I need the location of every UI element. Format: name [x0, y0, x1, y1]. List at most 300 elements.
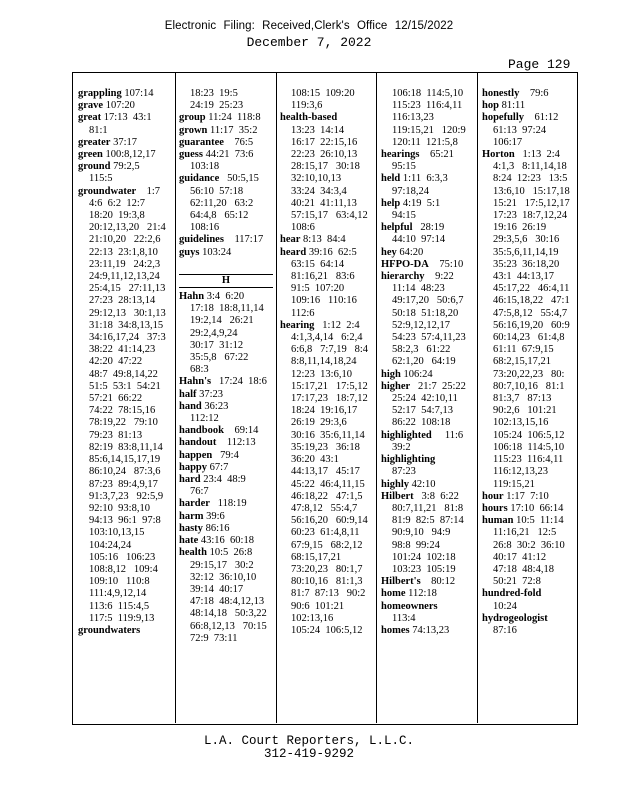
- index-entry: [179, 389, 273, 401]
- index-term: happy: [179, 461, 208, 473]
- index-entry-continuation: [280, 173, 373, 185]
- index-entry-continuation: [179, 303, 273, 315]
- page-line-refs: 65:21: [422, 149, 454, 161]
- index-term: homes: [381, 624, 410, 636]
- index-term: held: [381, 173, 401, 185]
- index-entry: [78, 625, 172, 637]
- page-line-refs: 4:1,3,4,14 6:2,4: [291, 332, 363, 344]
- page-line-refs: 102:13,16: [291, 612, 334, 624]
- index-entry-continuation: [381, 210, 474, 222]
- index-term: ground: [78, 161, 111, 173]
- page-line-refs: 73:20,22,23 80:: [493, 368, 565, 380]
- index-entry-continuation: [482, 332, 575, 344]
- index-entry-continuation: [280, 479, 373, 491]
- page-line-refs: 108:8,12 109:4: [89, 563, 158, 575]
- index-term: harm: [179, 510, 204, 522]
- index-entry-continuation: [179, 315, 273, 327]
- index-term: grappling: [78, 88, 122, 99]
- index-term: human: [482, 515, 514, 527]
- page-line-refs: 105:24 106:5,12: [493, 429, 565, 441]
- index-entry-continuation: [381, 613, 474, 625]
- index-term: grave: [78, 100, 104, 112]
- index-term: home: [381, 588, 406, 600]
- page-line-refs: 79:6: [521, 88, 549, 99]
- index-entry: [179, 137, 273, 149]
- column-divider: [477, 73, 478, 723]
- index-entry-continuation: [482, 405, 575, 417]
- index-entry-continuation: [78, 576, 172, 588]
- page-line-refs: 106:18 114:5,10: [392, 88, 464, 99]
- page-line-refs: 113:4: [392, 612, 416, 624]
- index-entry-continuation: [280, 601, 373, 613]
- page-line-refs: 15:17,21 17:5,12: [291, 380, 368, 392]
- index-entry-continuation: [179, 198, 273, 210]
- page-line-refs: 39:2: [392, 441, 411, 453]
- index-entry: [482, 100, 575, 112]
- index-entry-continuation: [381, 137, 474, 149]
- index-entry-continuation: [381, 503, 474, 515]
- index-entry-continuation: [280, 125, 373, 137]
- index-entry-continuation: [179, 486, 273, 498]
- page-line-refs: 17:10 66:14: [510, 502, 564, 514]
- index-entry-continuation: [280, 88, 373, 100]
- index-entry-continuation: [280, 613, 373, 625]
- page-line-refs: 115:23 116:4,11: [493, 454, 564, 466]
- index-entry-continuation: [280, 210, 373, 222]
- index-term: hundred-fold: [482, 588, 542, 600]
- index-entry: [381, 222, 474, 234]
- index-entry: [179, 547, 273, 559]
- index-entry-continuation: [482, 259, 575, 271]
- index-entry: [179, 450, 273, 462]
- index-entry-continuation: [381, 332, 474, 344]
- page-line-refs: 20:12,13,20 21:4: [89, 222, 166, 234]
- column-divider: [376, 73, 377, 723]
- index-column-1: [78, 88, 172, 637]
- page-line-refs: 106:18 114:5,10: [493, 441, 565, 453]
- index-entry-continuation: [280, 552, 373, 564]
- index-entry-continuation: [179, 596, 273, 608]
- page-line-refs: 80:12: [423, 576, 456, 588]
- index-entry-continuation: [280, 356, 373, 368]
- page-line-refs: 90:2,6 101:21: [493, 405, 557, 417]
- page-line-refs: 42:10: [411, 478, 436, 490]
- index-entry-continuation: [482, 552, 575, 564]
- index-entry-continuation: [78, 613, 172, 625]
- index-entry: [179, 462, 273, 474]
- index-entry-continuation: [179, 210, 273, 222]
- index-entry-continuation: [78, 393, 172, 405]
- index-term: guess: [179, 149, 203, 161]
- index-entry-continuation: [280, 540, 373, 552]
- index-term: guys: [179, 246, 200, 258]
- index-entry: [78, 100, 172, 112]
- index-entry: [78, 186, 172, 198]
- page-line-refs: 27:23 28:13,14: [89, 295, 156, 307]
- page-line-refs: 100:8,12,17: [105, 149, 156, 161]
- page-line-refs: 10:24: [493, 600, 517, 612]
- page-line-refs: 44:10 97:14: [392, 234, 446, 246]
- index-entry-continuation: [482, 161, 575, 173]
- page-line-refs: 90:9,10 94:9: [392, 527, 451, 539]
- index-term: health: [179, 547, 208, 559]
- page-line-refs: 68:15,17,21: [291, 551, 342, 563]
- page-line-refs: 108:6: [291, 222, 315, 234]
- page-line-refs: 87:23: [392, 466, 416, 478]
- page-line-refs: 115:5: [89, 173, 113, 185]
- page-line-refs: 108:16: [190, 222, 220, 234]
- reporter-name: L.A. Court Reporters, L.L.C.: [203, 734, 415, 748]
- index-entry-continuation: [482, 320, 575, 332]
- page-line-refs: 10:5 11:14: [516, 515, 564, 527]
- index-term: groundwaters: [78, 624, 141, 636]
- index-entry: [179, 234, 273, 246]
- index-entry-continuation: [482, 576, 575, 588]
- index-term: homeowners: [381, 600, 438, 612]
- page-line-refs: 50:5,15: [221, 173, 259, 185]
- index-entry-continuation: [482, 137, 575, 149]
- page-line-refs: 39:6: [206, 510, 225, 522]
- page-line-refs: 16:17 22:15,16: [291, 136, 358, 148]
- page-line-refs: 81:11: [501, 100, 526, 112]
- page-line-refs: 4:1,3 8:11,14,18: [493, 161, 567, 173]
- index-entry-continuation: [280, 149, 373, 161]
- index-entry-continuation: [381, 564, 474, 576]
- page-line-refs: 115:23 116:4,11: [392, 100, 463, 112]
- page-line-refs: 69:14: [226, 425, 259, 437]
- page-line-refs: 79:23 81:13: [89, 429, 143, 441]
- index-entry: [381, 491, 474, 503]
- reporter-phone: 312-419-9292: [263, 747, 354, 761]
- page-line-refs: 46:15,18,22 47:1: [493, 295, 570, 307]
- index-entry: [381, 601, 474, 613]
- index-entry-continuation: [78, 320, 172, 332]
- index-entry-continuation: [482, 442, 575, 454]
- index-entry-continuation: [280, 295, 373, 307]
- index-entry: [381, 479, 474, 491]
- index-entry: [381, 259, 474, 271]
- index-entry-continuation: [280, 161, 373, 173]
- index-term: Hilbert's: [381, 576, 421, 588]
- index-entry-continuation: [482, 466, 575, 478]
- page-line-refs: 1:17 7:10: [506, 490, 549, 502]
- index-entry-continuation: [280, 332, 373, 344]
- index-term: green: [78, 149, 103, 161]
- index-entry: [179, 291, 273, 303]
- page-line-refs: 117:5 119:9,13: [89, 612, 155, 624]
- index-entry-continuation: [482, 356, 575, 368]
- column-divider: [276, 73, 277, 723]
- page-line-refs: 91:5 107:20: [291, 283, 345, 295]
- index-entry: [482, 503, 575, 515]
- page-line-refs: 58:2,3 61:22: [392, 344, 451, 356]
- page-line-refs: 102:13,15,16: [493, 417, 549, 429]
- index-entry-continuation: [179, 572, 273, 584]
- page-line-refs: 11:16,21 12:5: [493, 527, 557, 539]
- index-entry-continuation: [179, 186, 273, 198]
- page-line-refs: 40:21 41:11,13: [291, 197, 357, 209]
- index-entry-continuation: [381, 125, 474, 137]
- page-line-refs: 94:13 96:1 97:8: [89, 515, 161, 527]
- index-entry-continuation: [381, 540, 474, 552]
- index-entry-continuation: [78, 405, 172, 417]
- index-entry: [179, 173, 273, 185]
- index-entry-continuation: [78, 442, 172, 454]
- index-entry-continuation: [482, 186, 575, 198]
- index-entry: [381, 271, 474, 283]
- page-line-refs: 6:6,8 7:7,19 8:4: [291, 344, 369, 356]
- page-line-refs: 52:9,12,12,17: [392, 319, 451, 331]
- index-entry-continuation: [381, 234, 474, 246]
- page-line-refs: 78:19,22 79:10: [89, 417, 158, 429]
- page-line-refs: 1:13 2:4: [517, 149, 560, 161]
- index-entry-continuation: [179, 633, 273, 645]
- index-entry-continuation: [78, 479, 172, 491]
- index-entry-continuation: [78, 381, 172, 393]
- index-entry-continuation: [482, 283, 575, 295]
- index-term: hour: [482, 490, 504, 502]
- page-line-refs: 81:1: [89, 124, 108, 136]
- index-entry-continuation: [482, 393, 575, 405]
- page-line-refs: 17:23 18:7,12,24: [493, 210, 568, 222]
- page-line-refs: 47:18 48:4,18: [493, 563, 554, 575]
- index-entry-continuation: [78, 515, 172, 527]
- index-entry-continuation: [78, 552, 172, 564]
- index-term: HFPO-DA: [381, 258, 429, 270]
- page-line-refs: 64:20: [399, 246, 424, 258]
- index-entry-continuation: [381, 186, 474, 198]
- index-entry: [482, 588, 575, 600]
- index-entry: [179, 523, 273, 535]
- page-line-refs: 3:8 6:22: [416, 490, 459, 502]
- index-entry-continuation: [280, 100, 373, 112]
- index-entry: [482, 149, 575, 161]
- page-line-refs: 24:9,11,12,13,24: [89, 271, 160, 283]
- page-line-refs: 79:2,5: [113, 161, 140, 173]
- page-line-refs: 30:16 35:6,11,14: [291, 429, 365, 441]
- index-entry: [78, 112, 172, 124]
- page-line-refs: 11:6: [434, 429, 464, 441]
- page-line-refs: 21:7 25:22: [412, 380, 466, 392]
- page-line-refs: 48:7 49:8,14,22: [89, 368, 158, 380]
- index-entry-continuation: [179, 222, 273, 234]
- index-entry: [482, 88, 575, 100]
- index-term: half: [179, 388, 197, 400]
- page-line-refs: 8:24 12:23 13:5: [493, 173, 568, 185]
- page-line-refs: 8:13 84:4: [303, 234, 346, 246]
- page-line-refs: 103:23 105:19: [392, 563, 456, 575]
- page-line-refs: 39:14 40:17: [190, 583, 244, 595]
- index-entry-continuation: [78, 344, 172, 356]
- page-line-refs: 9:22: [427, 271, 454, 283]
- index-entry-continuation: [78, 247, 172, 259]
- index-entry-continuation: [381, 295, 474, 307]
- index-entry: [179, 511, 273, 523]
- page-line-refs: 112:6: [291, 307, 315, 319]
- index-entry-continuation: [280, 442, 373, 454]
- page-line-refs: 56:16,19,20 60:9: [493, 319, 570, 331]
- page-line-refs: 22:13 23:1,8,10: [89, 246, 158, 258]
- index-entry-continuation: [78, 503, 172, 515]
- index-entry-continuation: [280, 417, 373, 429]
- index-term: hydrogeologist: [482, 612, 548, 624]
- index-entry-continuation: [482, 417, 575, 429]
- index-entry-continuation: [280, 259, 373, 271]
- page-line-refs: 80:10,16 81:1,3: [291, 576, 363, 588]
- index-term: higher: [381, 380, 411, 392]
- page-line-refs: 21:10,20 22:2,6: [89, 234, 161, 246]
- index-entry: [179, 401, 273, 413]
- index-term: hopefully: [482, 112, 525, 124]
- page-line-refs: 49:17,20 50:6,7: [392, 295, 464, 307]
- page-line-refs: 17:18 18:8,11,14: [190, 303, 264, 315]
- page-line-refs: 64:4,8 65:12: [190, 210, 249, 222]
- page-line-refs: 26:19 29:3,6: [291, 417, 347, 429]
- index-term: highlighted: [381, 429, 432, 441]
- index-entry: [179, 376, 273, 388]
- page-line-refs: 107:14: [124, 88, 154, 99]
- page-line-refs: 45:17,22 46:4,11: [493, 283, 570, 295]
- index-entry-continuation: [78, 222, 172, 234]
- index-entry-continuation: [482, 234, 575, 246]
- page-number: Page 129: [508, 57, 571, 72]
- index-entry-continuation: [482, 247, 575, 259]
- index-column-3: [280, 88, 373, 637]
- index-term: Hilbert: [381, 490, 414, 502]
- page-line-refs: 11:17 35:2: [210, 124, 258, 136]
- index-entry: [482, 491, 575, 503]
- page-line-refs: 62:11,20 63:2: [190, 197, 254, 209]
- page-line-refs: 109:10 110:8: [89, 576, 150, 588]
- index-entry-continuation: [381, 393, 474, 405]
- page-line-refs: 111:4,9,12,14: [89, 588, 147, 600]
- index-entry-continuation: [482, 369, 575, 381]
- index-term: hop: [482, 100, 499, 112]
- index-entry-continuation: [78, 564, 172, 576]
- index-entry-continuation: [78, 308, 172, 320]
- index-entry-continuation: [381, 417, 474, 429]
- page-line-refs: 68:3: [190, 364, 209, 376]
- index-entry: [381, 381, 474, 393]
- index-entry-continuation: [280, 186, 373, 198]
- page-line-refs: 1:7: [138, 185, 161, 197]
- page-line-refs: 35:5,8 67:22: [190, 352, 249, 364]
- filing-stamp: Electronic Filing: Received,Clerk's Office 12/15/2022: [164, 20, 454, 32]
- index-entry: [381, 173, 474, 185]
- index-entry: [381, 149, 474, 161]
- index-entry-continuation: [78, 588, 172, 600]
- index-entry-continuation: [78, 466, 172, 478]
- page-line-refs: 80:7,11,21 81:8: [392, 502, 464, 514]
- page-line-refs: 17:17,23 18:7,12: [291, 393, 368, 405]
- page-line-refs: 25:4,15 27:11,13: [89, 283, 166, 295]
- index-entry-continuation: [280, 491, 373, 503]
- index-entry-continuation: [280, 625, 373, 637]
- page-line-refs: 38:22 41:14,23: [89, 344, 156, 356]
- index-term: highly: [381, 478, 410, 490]
- index-entry-continuation: [179, 413, 273, 425]
- page-line-refs: 98:8 99:24: [392, 539, 440, 551]
- page-line-refs: 17:24 18:6: [213, 376, 267, 388]
- page-line-refs: 120:11 121:5,8: [392, 136, 458, 148]
- page-line-refs: 112:18: [408, 588, 437, 600]
- page-line-refs: 54:23 57:4,11,23: [392, 332, 466, 344]
- page-line-refs: 35:19,23 36:18: [291, 441, 360, 453]
- page-line-refs: 47:18 48:4,12,13: [190, 596, 265, 608]
- index-term: harder: [179, 498, 210, 510]
- index-entry-continuation: [381, 88, 474, 100]
- page-line-refs: 52:17 54:7,13: [392, 405, 453, 417]
- page-line-refs: 103:24: [202, 246, 232, 258]
- index-term: helpful: [381, 222, 413, 234]
- index-entry-continuation: [482, 344, 575, 356]
- index-term: hierarchy: [381, 271, 425, 283]
- page-line-refs: 4:19 5:1: [402, 197, 441, 209]
- page-line-refs: 57:21 66:22: [89, 393, 143, 405]
- index-entry-continuation: [179, 560, 273, 572]
- page-line-refs: 92:10 93:8,10: [89, 502, 150, 514]
- index-term: honestly: [482, 88, 520, 99]
- page-line-refs: 81:3,7 87:13: [493, 393, 552, 405]
- page-line-refs: 32:12 36:10,10: [190, 571, 257, 583]
- section-letter-heading: H: [179, 274, 273, 288]
- index-entry: [280, 112, 373, 124]
- page-line-refs: 1:12 2:4: [317, 319, 360, 331]
- index-entry: [482, 515, 575, 527]
- page-line-refs: 17:13 43:1: [103, 112, 152, 124]
- page-line-refs: 4:6 6:2 12:7: [89, 197, 146, 209]
- index-entry-continuation: [78, 540, 172, 552]
- index-entry-continuation: [280, 430, 373, 442]
- index-entry-continuation: [179, 364, 273, 376]
- index-entry-continuation: [381, 356, 474, 368]
- index-entry-continuation: [482, 222, 575, 234]
- page-line-refs: 61:11 67:9,15: [493, 344, 554, 356]
- index-entry: [381, 247, 474, 259]
- index-entry-continuation: [280, 527, 373, 539]
- page-line-refs: 18:20 19:3,8: [89, 210, 145, 222]
- index-term: great: [78, 112, 102, 124]
- page-line-refs: 81:9 82:5 87:14: [392, 515, 464, 527]
- index-entry-continuation: [280, 393, 373, 405]
- index-entry: [179, 437, 273, 449]
- index-entry-continuation: [78, 369, 172, 381]
- index-entry-continuation: [381, 344, 474, 356]
- page-line-refs: 105:16 106:23: [89, 551, 156, 563]
- page-line-refs: 106:17: [493, 136, 523, 148]
- index-entry-continuation: [280, 503, 373, 515]
- page-line-refs: 42:20 47:22: [89, 356, 143, 368]
- page-line-refs: 3:4 6:20: [206, 291, 245, 303]
- index-entry-continuation: [381, 100, 474, 112]
- index-entry-continuation: [179, 584, 273, 596]
- page-line-refs: 11:24 118:8: [208, 112, 261, 124]
- page-line-refs: 44:21 73:6: [205, 149, 254, 161]
- index-entry: [78, 149, 172, 161]
- index-entry-continuation: [78, 527, 172, 539]
- page-line-refs: 24:19 25:23: [190, 100, 244, 112]
- index-entry-continuation: [482, 381, 575, 393]
- index-term: hey: [381, 246, 397, 258]
- page-line-refs: 15:21 17:5,12,17: [493, 197, 570, 209]
- index-entry-continuation: [381, 405, 474, 417]
- page-line-refs: 44:13,17 45:17: [291, 466, 360, 478]
- page-line-refs: 45:22 46:4,11,15: [291, 478, 365, 490]
- index-entry-continuation: [280, 515, 373, 527]
- page-line-refs: 104:24,24: [89, 539, 132, 551]
- index-term: hate: [179, 535, 199, 547]
- page-line-refs: 13:6,10 15:17,18: [493, 185, 570, 197]
